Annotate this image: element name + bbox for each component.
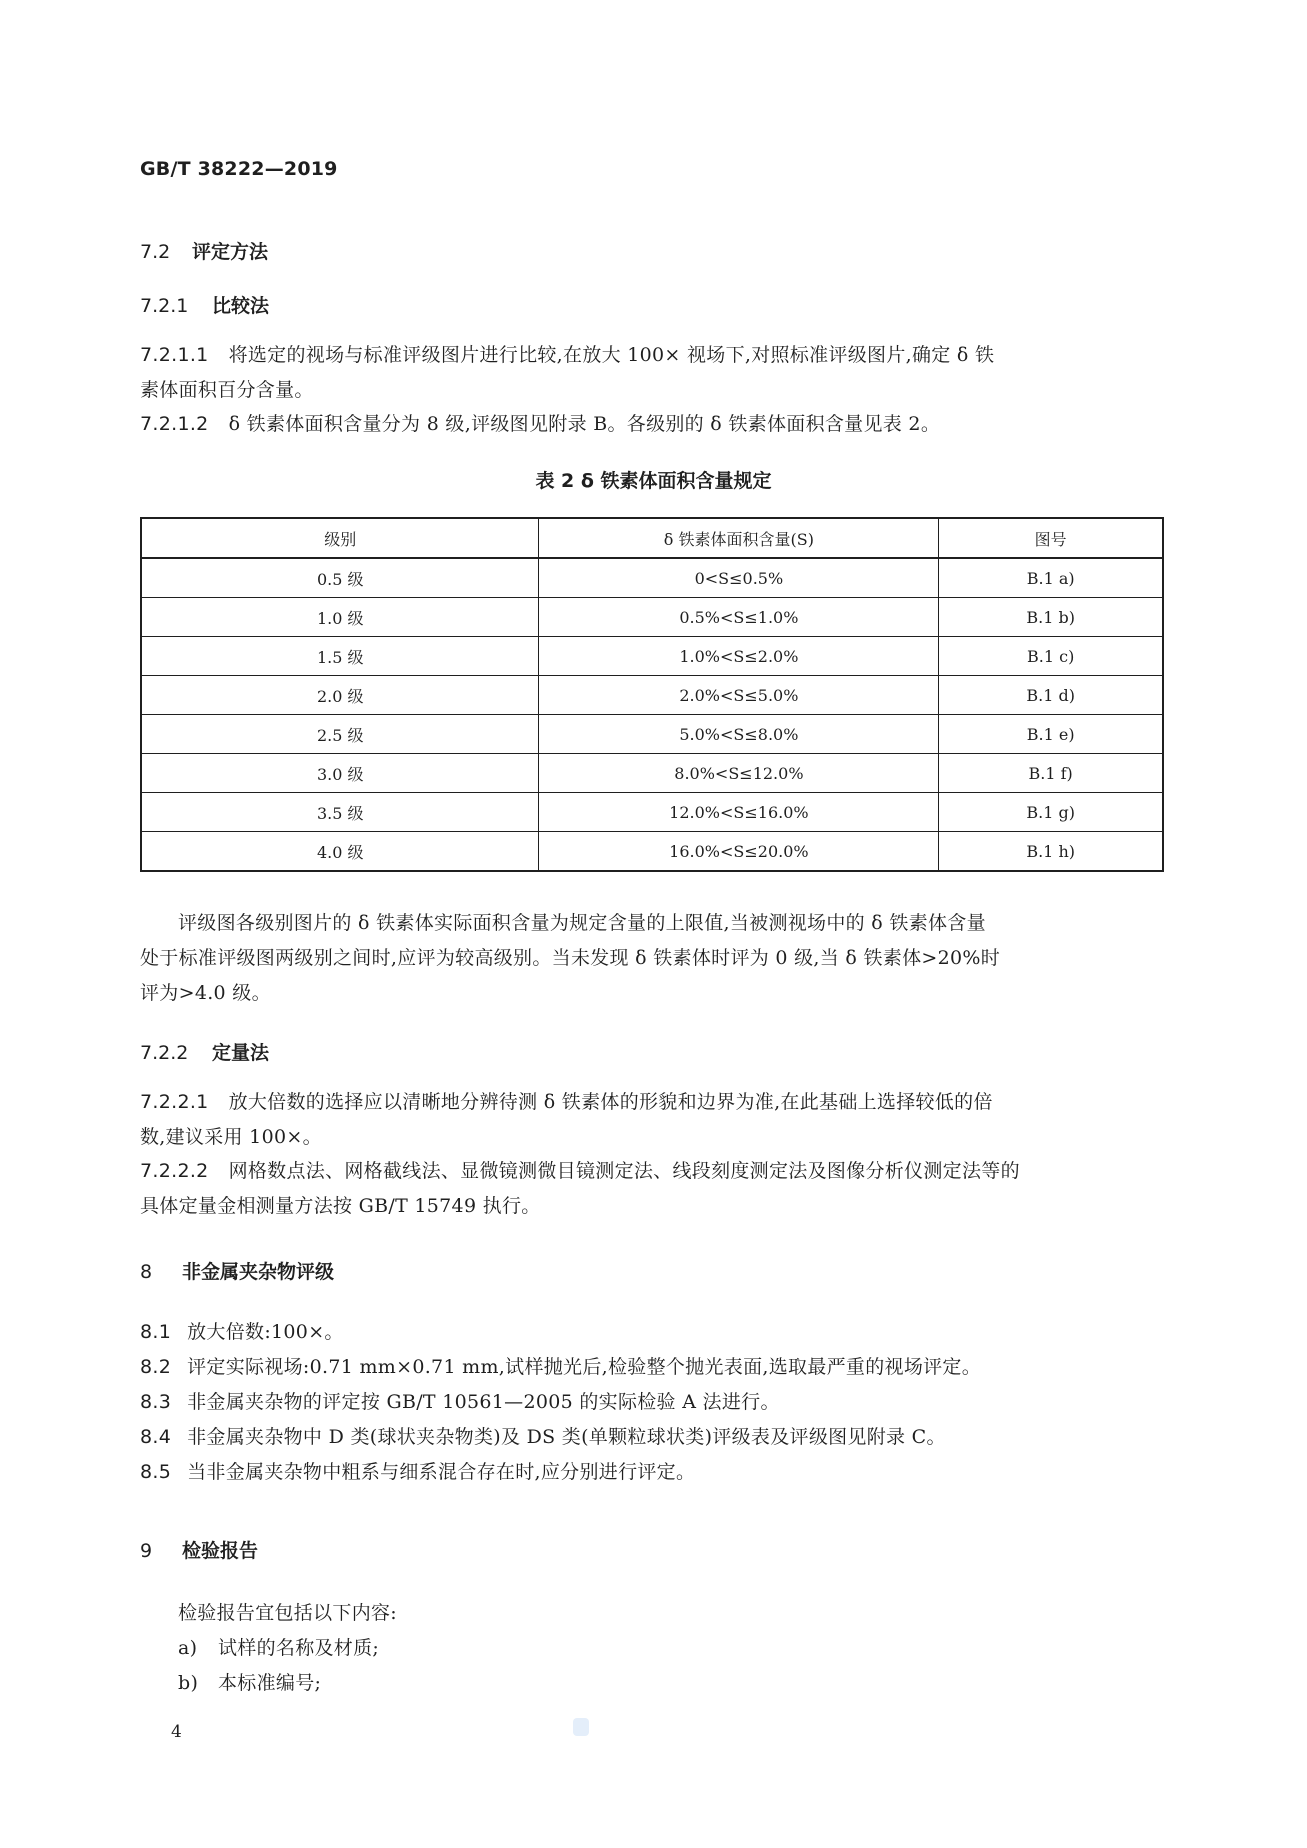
clause-7-2-2-2 bbox=[140, 1154, 1170, 1224]
cell-grade: 2.5 级 bbox=[141, 715, 539, 754]
section-7-2-heading bbox=[140, 237, 268, 264]
cell-figure: B.1 d) bbox=[939, 676, 1163, 715]
note-line: 评级图各级别图片的 δ 铁素体实际面积含量为规定含量的上限值,当被测视场中的 δ 铁素体含量 bbox=[178, 912, 986, 934]
clause-number: 8.3 bbox=[140, 1391, 172, 1413]
clause-text: 非金属夹杂物中 D 类(球状夹杂物类)及 DS 类(单颗粒球状类)评级表及评级图见附录 C。 bbox=[187, 1426, 946, 1448]
clause-line bbox=[140, 1154, 1170, 1189]
clause-number: 7.2.2.2 bbox=[140, 1160, 209, 1182]
clause-number: 8.1 bbox=[140, 1321, 172, 1343]
clause-text: δ 铁素体面积含量分为 8 级,评级图见附录 B。各级别的 δ 铁素体面积含量见表 2。 bbox=[228, 413, 941, 435]
section-number: 8 bbox=[140, 1261, 153, 1283]
section-number: 7.2 bbox=[140, 241, 171, 263]
clause-8-1 bbox=[140, 1315, 1170, 1350]
clause-text: 放大倍数:100×。 bbox=[187, 1321, 344, 1343]
header-content: δ 铁素体面积含量(S) bbox=[539, 518, 939, 558]
table-title: 表 2 δ 铁素体面积含量规定 bbox=[535, 470, 772, 492]
cell-content: 0.5%<S≤1.0% bbox=[539, 598, 939, 637]
clause-8-3 bbox=[140, 1385, 1170, 1420]
report-item bbox=[178, 1631, 1168, 1666]
cell-figure: B.1 g) bbox=[939, 793, 1163, 832]
clause-line bbox=[140, 1085, 1170, 1120]
clause-text: 评定实际视场:0.71 mm×0.71 mm,试样抛光后,检验整个抛光表面,选取最严重的视场评定。 bbox=[187, 1356, 982, 1378]
table-row bbox=[141, 637, 1163, 676]
header-grade: 级别 bbox=[141, 518, 539, 558]
cell-content: 12.0%<S≤16.0% bbox=[539, 793, 939, 832]
clause-line: 具体定量金相测量方法按 GB/T 15749 执行。 bbox=[140, 1195, 541, 1217]
section-title: 检验报告 bbox=[182, 1540, 259, 1562]
section-title: 比较法 bbox=[212, 295, 270, 317]
cell-content: 5.0%<S≤8.0% bbox=[539, 715, 939, 754]
ferrite-content-table bbox=[140, 517, 1164, 872]
standard-code: GB/T 38222—2019 bbox=[140, 158, 338, 180]
clause-line: 数,建议采用 100×。 bbox=[140, 1126, 322, 1148]
item-text: 试样的名称及材质; bbox=[218, 1637, 380, 1659]
scan-mark bbox=[573, 1718, 589, 1736]
section-7-2-2-heading bbox=[140, 1038, 269, 1065]
section-number: 7.2.2 bbox=[140, 1042, 189, 1064]
table-row bbox=[141, 754, 1163, 793]
cell-content: 8.0%<S≤12.0% bbox=[539, 754, 939, 793]
section-title: 非金属夹杂物评级 bbox=[182, 1261, 335, 1283]
clause-number: 7.2.1.1 bbox=[140, 344, 209, 366]
cell-content: 1.0%<S≤2.0% bbox=[539, 637, 939, 676]
report-item bbox=[178, 1666, 1168, 1701]
clause-text: 网格数点法、网格截线法、显微镜测微目镜测定法、线段刻度测定法及图像分析仪测定法等的 bbox=[228, 1160, 1020, 1182]
page-number: 4 bbox=[171, 1722, 182, 1742]
clause-text: 放大倍数的选择应以清晰地分辨待测 δ 铁素体的形貌和边界为准,在此基础上选择较低的倍 bbox=[228, 1091, 993, 1113]
table-row bbox=[141, 715, 1163, 754]
clause-text: 将选定的视场与标准评级图片进行比较,在放大 100× 视场下,对照标准评级图片,确定 δ 铁 bbox=[228, 344, 995, 366]
clause-number: 8.4 bbox=[140, 1426, 172, 1448]
note-line: 处于标准评级图两级别之间时,应评为较高级别。当未发现 δ 铁素体时评为 0 级,当 δ 铁素体>20%时 bbox=[140, 947, 1001, 969]
cell-grade: 3.0 级 bbox=[141, 754, 539, 793]
cell-figure: B.1 h) bbox=[939, 832, 1163, 872]
cell-grade: 0.5 级 bbox=[141, 558, 539, 598]
header-figure: 图号 bbox=[939, 518, 1163, 558]
section-number: 7.2.1 bbox=[140, 295, 189, 317]
cell-content: 0<S≤0.5% bbox=[539, 558, 939, 598]
cell-grade: 2.0 级 bbox=[141, 676, 539, 715]
clause-number: 8.5 bbox=[140, 1461, 172, 1483]
cell-figure: B.1 c) bbox=[939, 637, 1163, 676]
grading-note bbox=[140, 906, 1170, 1011]
cell-figure: B.1 f) bbox=[939, 754, 1163, 793]
report-intro: 检验报告宜包括以下内容: bbox=[178, 1602, 398, 1624]
item-label: b) bbox=[178, 1672, 199, 1694]
clause-line bbox=[140, 407, 1170, 442]
clause-number: 8.2 bbox=[140, 1356, 172, 1378]
clause-number: 7.2.1.2 bbox=[140, 413, 209, 435]
clause-number: 7.2.2.1 bbox=[140, 1091, 209, 1113]
clause-8-5 bbox=[140, 1455, 1170, 1490]
clause-7-2-2-1 bbox=[140, 1085, 1170, 1155]
clause-7-2-1-1 bbox=[140, 338, 1170, 408]
table-header-row bbox=[141, 518, 1163, 558]
table-row bbox=[141, 832, 1163, 872]
clause-line bbox=[140, 338, 1170, 373]
cell-figure: B.1 b) bbox=[939, 598, 1163, 637]
cell-grade: 1.5 级 bbox=[141, 637, 539, 676]
table-row bbox=[141, 793, 1163, 832]
cell-grade: 3.5 级 bbox=[141, 793, 539, 832]
item-label: a) bbox=[178, 1637, 198, 1659]
section-8-heading bbox=[140, 1257, 334, 1284]
section-8-clauses bbox=[140, 1315, 1170, 1490]
item-text: 本标准编号; bbox=[218, 1672, 322, 1694]
report-contents bbox=[178, 1596, 1168, 1701]
section-7-2-1-heading bbox=[140, 291, 269, 318]
clause-7-2-1-2 bbox=[140, 407, 1170, 442]
cell-grade: 1.0 级 bbox=[141, 598, 539, 637]
clause-text: 当非金属夹杂物中粗系与细系混合存在时,应分别进行评定。 bbox=[187, 1461, 696, 1483]
table-row bbox=[141, 598, 1163, 637]
clause-8-2 bbox=[140, 1350, 1170, 1385]
table-row bbox=[141, 676, 1163, 715]
cell-grade: 4.0 级 bbox=[141, 832, 539, 872]
cell-content: 16.0%<S≤20.0% bbox=[539, 832, 939, 872]
note-line: 评为>4.0 级。 bbox=[140, 982, 271, 1004]
section-title: 定量法 bbox=[212, 1042, 270, 1064]
clause-text: 非金属夹杂物的评定按 GB/T 10561—2005 的实际检验 A 法进行。 bbox=[187, 1391, 780, 1413]
cell-figure: B.1 e) bbox=[939, 715, 1163, 754]
clause-line: 素体面积百分含量。 bbox=[140, 379, 314, 401]
section-title: 评定方法 bbox=[192, 241, 269, 263]
table-row bbox=[141, 558, 1163, 598]
clause-8-4 bbox=[140, 1420, 1170, 1455]
cell-figure: B.1 a) bbox=[939, 558, 1163, 598]
section-9-heading bbox=[140, 1536, 258, 1563]
cell-content: 2.0%<S≤5.0% bbox=[539, 676, 939, 715]
section-number: 9 bbox=[140, 1540, 153, 1562]
